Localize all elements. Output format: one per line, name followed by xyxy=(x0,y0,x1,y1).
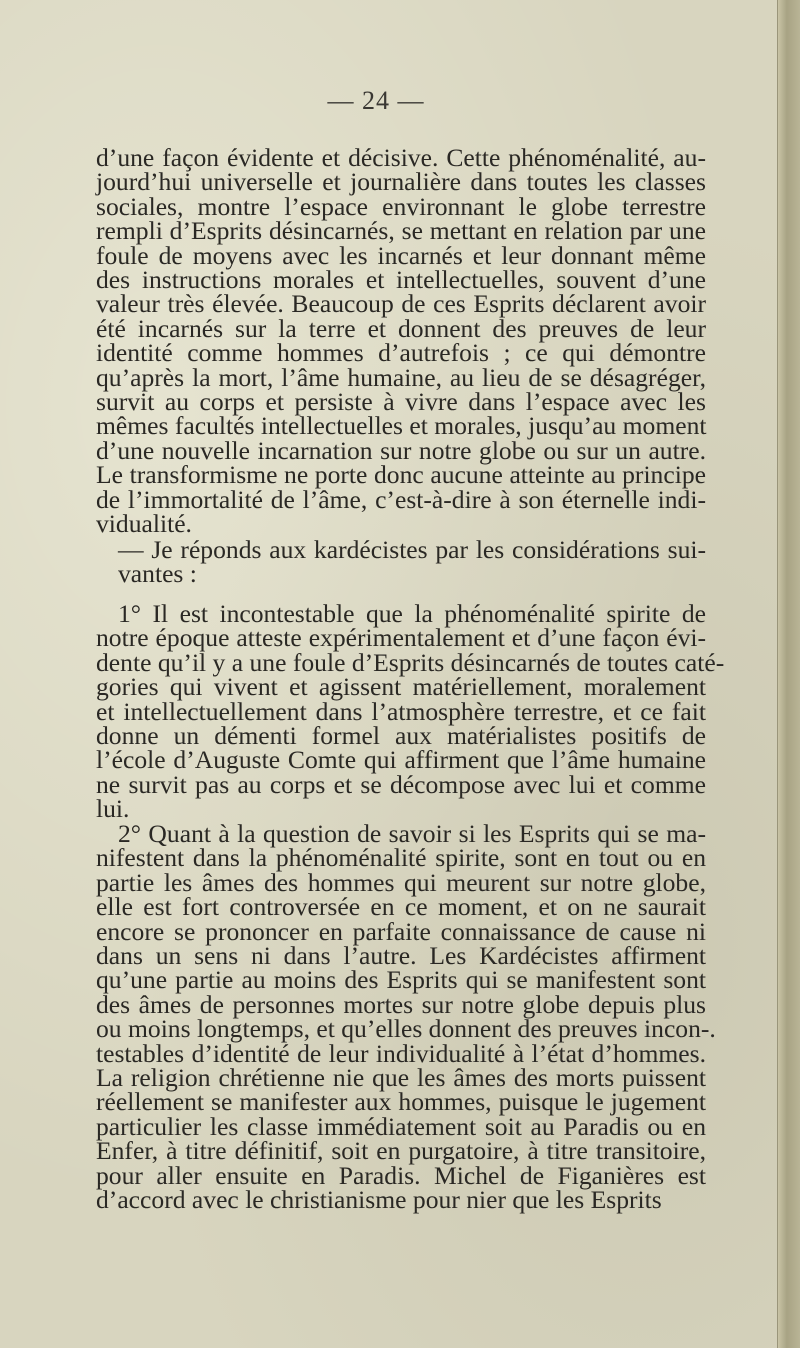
text-line: identité comme hommes d’autrefois ; ce qui démontre xyxy=(96,338,706,368)
paragraph-text xyxy=(96,819,716,1215)
text-line: particulier les classe immédiatement soit au Paradis ou en xyxy=(96,1111,706,1141)
text-line: des âmes de personnes mortes sur notre globe depuis plus xyxy=(96,989,706,1019)
text-line: donne un démenti formel aux matérialistes positifs de xyxy=(96,721,706,751)
text-line: d’une façon évidente et décisive. Cette phénoménalité, au- xyxy=(96,143,706,172)
text-line: mêmes facultés intellectuelles et morales, jusqu’au moment xyxy=(96,411,707,441)
text-line: lui. xyxy=(96,794,130,824)
text-line: valeur très élevée. Beaucoup de ces Esprits déclarent avoir xyxy=(96,289,706,319)
text-line: l’école d’Auguste Comte qui affirment que l’âme humaine xyxy=(96,745,706,775)
page-edge xyxy=(777,0,800,1348)
text-line: survit au corps et persiste à vivre dans l’espace avec les xyxy=(96,387,706,417)
text-line: encore se prononcer en parfaite connaissance de cause ni xyxy=(96,916,706,946)
text-line: Enfer, à titre définitif, soit en purgatoire, à titre transitoire, xyxy=(96,1136,706,1166)
text-line: ou moins longtemps, et qu’elles donnent des preuves incon-. xyxy=(96,1014,716,1044)
text-line: rempli d’Esprits désincarnés, se mettant en relation par une xyxy=(96,216,706,246)
paragraph-text xyxy=(96,599,725,824)
text-line: jourd’hui universelle et journalière dans toutes les classes xyxy=(96,167,706,197)
text-line: partie les âmes des hommes qui meurent sur notre globe, xyxy=(96,867,706,897)
paragraph-1 xyxy=(96,143,707,539)
text-line: gories qui vivent et agissent matériellement, moralement xyxy=(96,672,706,702)
paragraph-2 xyxy=(118,535,706,589)
text-line: sociales, montre l’espace environnant le globe terrestre xyxy=(96,191,706,221)
text-line: d’accord avec le christianisme pour nier que les Esprits xyxy=(96,1185,662,1215)
paragraph-3 xyxy=(96,599,725,824)
text-line: été incarnés sur la terre et donnent des preuves de leur xyxy=(96,313,706,343)
text-line: elle est fort controversée en ce moment, et on ne saurait xyxy=(96,892,706,922)
text-line: vidualité. xyxy=(96,509,192,539)
text-line: pour aller ensuite en Paradis. Michel de Figanières est xyxy=(96,1160,706,1190)
text-line: de l’immortalité de l’âme, c’est-à-dire à son éternelle indi- xyxy=(96,484,706,514)
text-line: et intellectuellement dans l’atmosphère terrestre, et ce fait xyxy=(96,696,706,726)
page-number: — 24 — xyxy=(327,86,425,115)
text-line: dans un sens ni dans l’autre. Les Kardécistes affirment xyxy=(96,941,706,971)
text-line: notre époque atteste expérimentalement et d’une façon évi- xyxy=(96,623,706,653)
text-line: 1° Il est incontestable que la phénoménalité spirite de xyxy=(118,599,706,628)
text-line: La religion chrétienne nie que les âmes des morts puissent xyxy=(96,1063,706,1093)
text-line: nifestent dans la phénoménalité spirite, sont en tout ou en xyxy=(96,843,706,873)
text-line: qu’après la mort, l’âme humaine, au lieu de se désagréger, xyxy=(96,362,706,392)
text-line: testables d’identité de leur individualité à l’état d’hommes. xyxy=(96,1038,706,1068)
text-line: qu’une partie au moins des Esprits qui se manifestent sont xyxy=(96,965,706,995)
text-line: d’une nouvelle incarnation sur notre globe ou sur un autre. xyxy=(96,435,706,465)
paragraph-4 xyxy=(96,819,716,1215)
text-line: vantes : xyxy=(118,559,197,589)
text-line: réellement se manifester aux hommes, puisque le jugement xyxy=(96,1087,706,1117)
paragraph-text xyxy=(96,143,707,539)
text-line: des instructions morales et intellectuelles, souvent d’une xyxy=(96,265,706,295)
text-line: Le transformisme ne porte donc aucune atteinte au principe xyxy=(96,460,706,490)
text-line: — Je réponds aux kardécistes par les considérations sui- xyxy=(118,535,706,564)
text-line: 2° Quant à la question de savoir si les Esprits qui se ma- xyxy=(118,819,706,848)
paragraph-text xyxy=(118,535,706,589)
text-line: ne survit pas au corps et se décompose avec lui et comme xyxy=(96,769,706,799)
text-line: foule de moyens avec les incarnés et leur donnant même xyxy=(96,240,706,270)
text-line: dente qu’il y a une foule d’Esprits désincarnés de toutes caté- xyxy=(96,647,725,677)
